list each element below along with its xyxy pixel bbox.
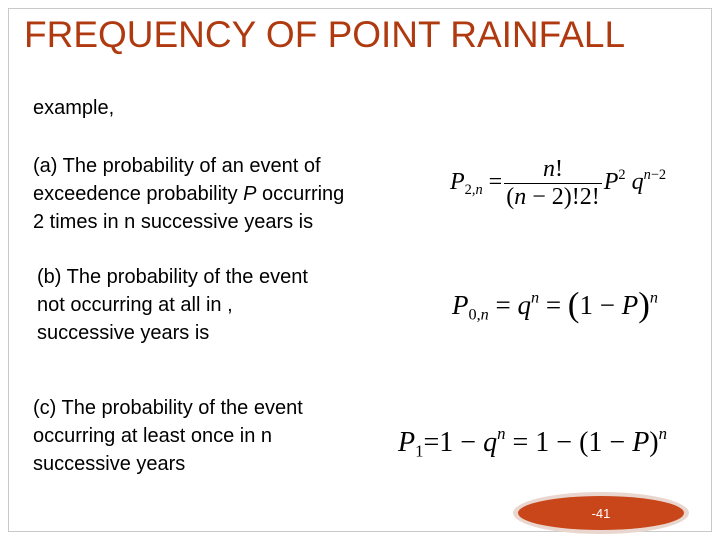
item-a-text [33, 152, 344, 236]
item-a-line-1: (a) The probability of an event of [33, 155, 321, 177]
item-a-line-2-end: occurring [256, 183, 345, 205]
item-c-line-1: (c) The probability of the event [33, 397, 303, 419]
item-c-line-2: occurring at least once in n [33, 425, 273, 447]
equation-a: $P_{2,n}$ = $\frac{n!}{(n - 2)!2!}$ $P^2$ $q^{n-2}$ [450, 156, 667, 210]
item-c-line-3: successive years [33, 453, 186, 475]
equation-b: $P_{0,n} = q^n = (1 - P)^n$ [452, 285, 658, 324]
intro-text: example, [33, 97, 115, 119]
item-b-line-1: (b) The probability of the event [37, 266, 308, 288]
item-a-p-symbol: P [243, 183, 257, 205]
item-a-line-2 [33, 180, 344, 208]
item-b-line-3: successive years is [37, 322, 210, 344]
item-a-line-2-start: exceedence probability [33, 183, 244, 205]
page-number-badge: -41 [518, 496, 684, 530]
item-c-text [33, 394, 303, 478]
equation-c: $P_1=1 - q^n = 1 - (1 - P)^n$ [398, 424, 668, 461]
item-b-text [37, 263, 308, 347]
slide-title: FREQUENCY OF POINT RAINFALL [24, 14, 626, 55]
item-b-line-2: not occurring at all in , [37, 294, 233, 316]
item-a-line-3: 2 times in n successive years is [33, 211, 314, 233]
